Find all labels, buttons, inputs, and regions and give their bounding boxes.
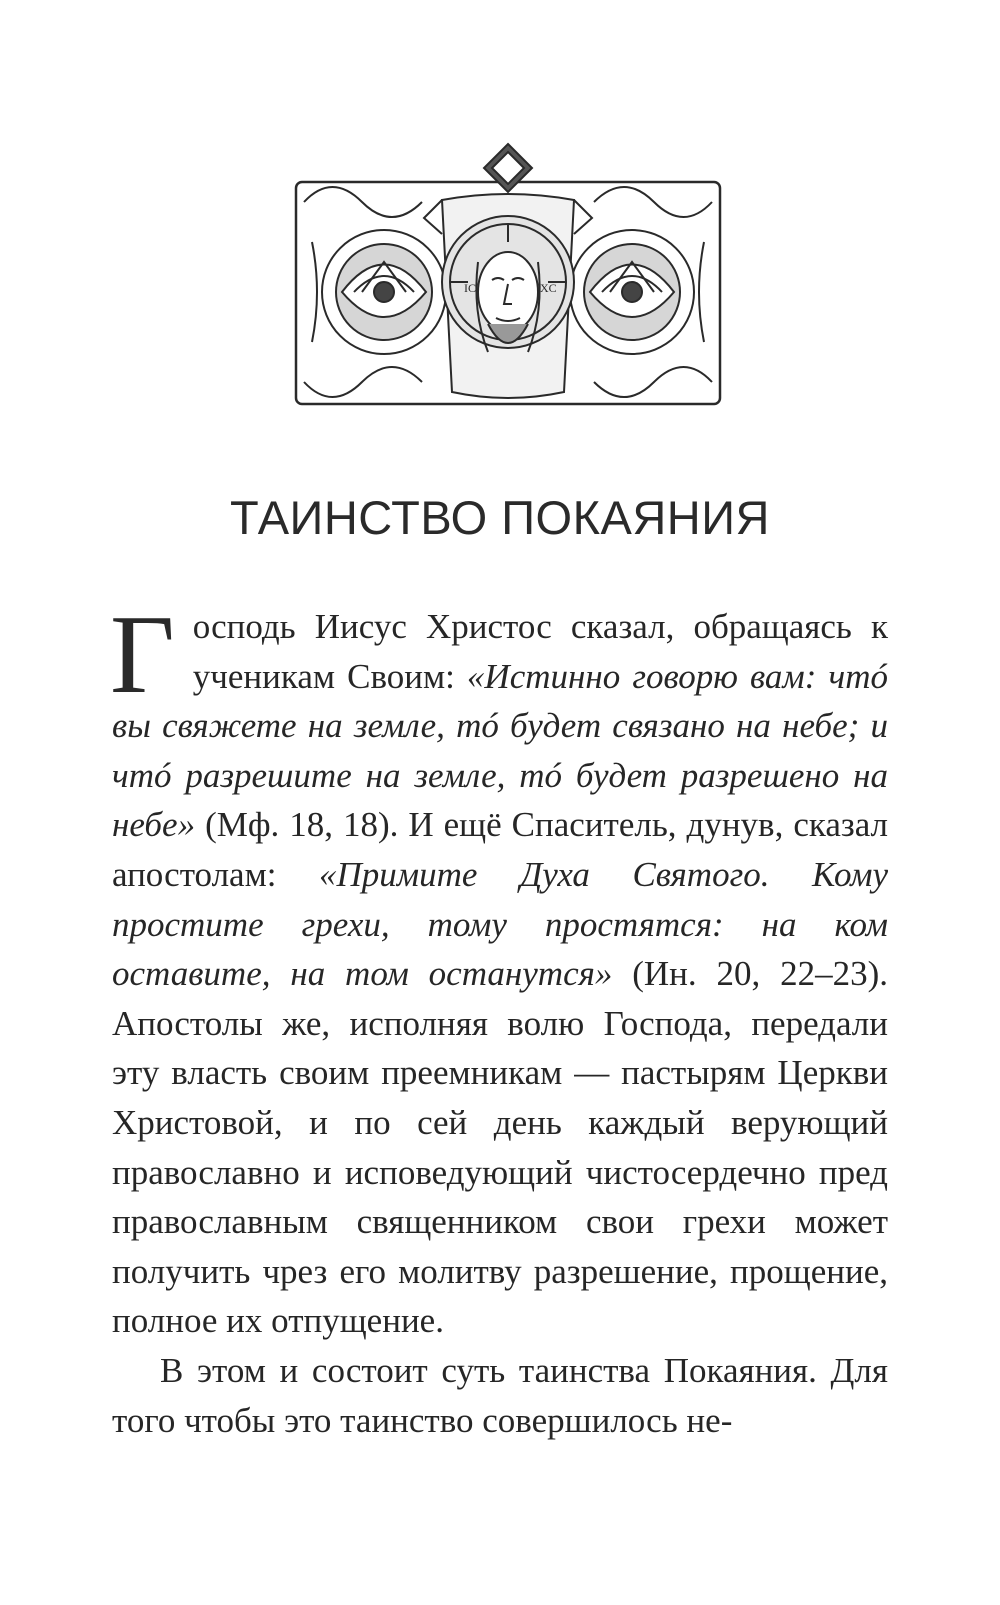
paragraph-1-part-3: (Ин. 20, 22–23). Апостолы же, исполняя волю Господа, передали эту власть своим преемникам — пастырям Церкви Христовой, и по сей день каждый верующий православно и исповедующий чистосердечно пред православным священником свои грехи может получить чрез его молитву разрешение, прощение, полное их отпущение. xyxy=(112,954,888,1341)
paragraph-2: В этом и состоит суть таинства Покаяния. Для того чтобы это таинство совершилось не- xyxy=(112,1350,888,1440)
ornamental-headpiece xyxy=(292,142,724,412)
paragraph-1 xyxy=(110,593,888,1346)
ornament-letters-left: IC xyxy=(464,281,476,295)
ornament-letters-right: XC xyxy=(540,281,557,295)
gospel-quote-matthew: «Истинно говорю вам: чтó вы свяжете на земле, тó будет связано на небе; и чтó разрешите на земле, тó будет разрешено на небе» xyxy=(112,656,888,845)
drop-cap: Г xyxy=(110,593,175,717)
gospel-quote-john: «Примите Духа Святого. Кому простите грехи, тому простятся: на ком оставите, на том останутся» xyxy=(112,854,888,994)
holy-face-ornament-image xyxy=(292,142,724,412)
paragraph-1-part-2: (Мф. 18, 18). И ещё Спаситель, дунув, сказал апостолам: xyxy=(112,805,888,894)
chapter-title: ТАИНСТВО ПОКАЯНИЯ xyxy=(230,491,770,544)
paragraph-1-part-1: осподь Иисус Христос сказал, обращаясь к ученикам Своим: xyxy=(192,607,888,696)
body-text xyxy=(110,593,888,1445)
